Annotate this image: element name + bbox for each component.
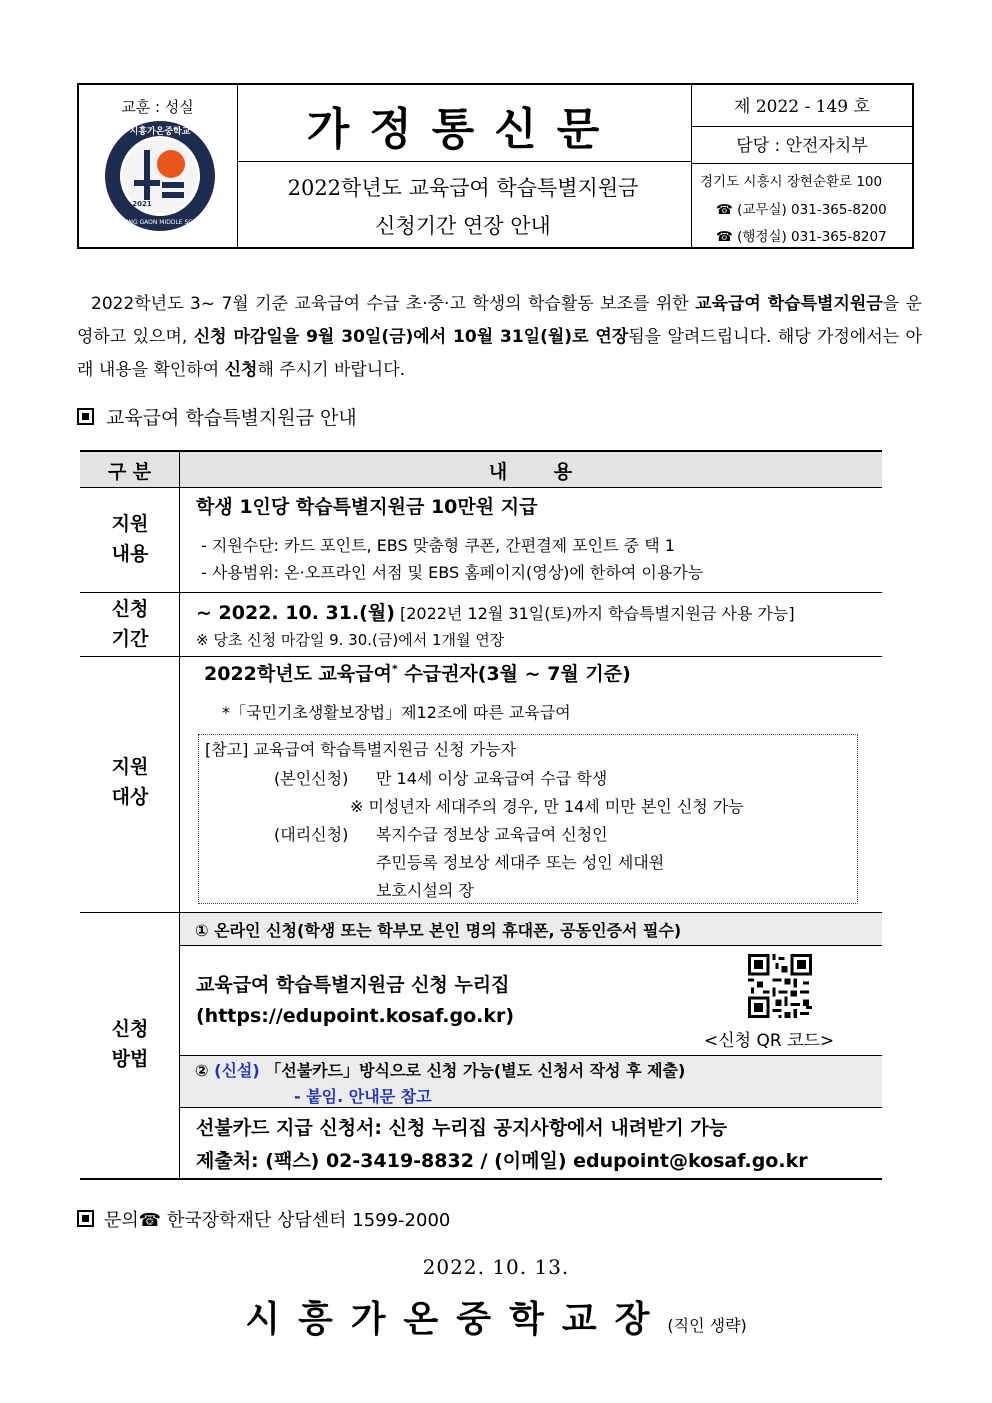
- period-deadline-note: [2022년 12월 31일(토)까지 학습특별지원금 사용 가능]: [400, 604, 795, 623]
- page-title: 가정통신문: [306, 104, 620, 155]
- site-url[interactable]: (https://edupoint.kosaf.go.kr): [196, 1005, 515, 1027]
- support-headline: 학생 1인당 학습특별지원금 10만원 지급: [196, 496, 538, 518]
- period-extension-note: ※ 당초 신청 마감일 9. 30.(금)에서 1개월 연장: [196, 631, 505, 649]
- col-content: 내 용: [488, 461, 573, 483]
- proxy-apply-3: 보호시설의 장: [376, 881, 474, 900]
- qr-code[interactable]: [748, 954, 812, 1018]
- support-item1: - 지원수단: 카드 포인트, EBS 맞춤형 쿠폰, 간편결제 포인트 중 택 1: [201, 536, 675, 555]
- col-category: 구 분: [107, 461, 152, 483]
- ref-title: [참고] 교육급여 학습특별지원금 신청 가능자: [205, 740, 517, 759]
- proxy-apply-label: (대리신청): [274, 825, 349, 844]
- prepaid-method-title: ② (신설) 「선불카드」방식으로 신청 가능(별도 신청서 작성 후 제출): [195, 1061, 686, 1080]
- period-deadline: ~ 2022. 10. 31.(월): [196, 602, 395, 624]
- school-address: 경기도 시흥시 장현순환로 100: [700, 174, 883, 190]
- subtitle-line1: 2022학년도 교육급여 학습특별지원금: [287, 176, 639, 200]
- subtitle-line2: 신청기간 연장 안내: [375, 214, 551, 238]
- self-apply-label: (본인신청): [274, 769, 349, 788]
- target-footnote: *「국민기초생활보장법」제12조에 따른 교육급여: [222, 703, 571, 722]
- qr-caption: <신청 QR 코드>: [704, 1031, 835, 1051]
- section-title: 교육급여 학습특별지원금 안내: [77, 403, 357, 430]
- label-period: 신청 기간: [111, 598, 149, 650]
- inquiry-bullet-icon: [77, 1210, 94, 1227]
- logo-ring-text: 시흥가온중학교: [129, 127, 191, 137]
- tel-admin: ☎ (행정실) 031-365-8207: [716, 229, 887, 245]
- site-name: 교육급여 학습특별지원금 신청 누리집: [196, 974, 510, 996]
- principal-name: 시흥가온중학교장: [245, 1298, 668, 1340]
- intro-paragraph: 2022학년도 3~ 7월 기준 교육급여 수급 초·중·고 학생의 학습활동 보조를 위한 교육급여 학습특별지원금을 운영하고 있으며, 신청 마감일을 9월 30일(금)에서 10월 31일(월)로 연장됨을 알려드립니다. 해당 가정에서는 아래 내용을 확인하여 신청해 주시기 바랍니다.: [77, 294, 922, 380]
- school-motto: 교훈 : 성실: [121, 98, 194, 116]
- prepaid-ref: - 붙임. 안내문 참고: [294, 1087, 432, 1106]
- label-support-content: 지원 내용: [111, 513, 149, 565]
- period-line: [196, 598, 795, 625]
- form-download-line: 선불카드 지급 신청서: 신청 누리집 공지사항에서 내려받기 가능: [196, 1117, 728, 1139]
- label-method: 신청 방법: [111, 1018, 149, 1070]
- school-logo: [104, 120, 216, 232]
- self-apply-text: 만 14세 이상 교육급여 수급 학생: [376, 769, 608, 788]
- logo-year: 2021: [132, 200, 152, 208]
- issue-date: 2022. 10. 13.: [422, 1255, 570, 1279]
- issue-number: 제 2022 - 149 호: [734, 97, 870, 117]
- logo-en-text: SIHEUNG GAON MIDDLE SCHOOL: [110, 219, 210, 226]
- seal-note: (직인 생략): [667, 1316, 747, 1335]
- tel-office: ☎ (교무실) 031-365-8200: [716, 202, 887, 218]
- self-apply-note: ※ 미성년자 세대주의 경우, 만 14세 미만 본인 신청 가능: [350, 797, 744, 816]
- signature: [0, 1291, 992, 1342]
- inquiry-line: 문의☎ 한국장학재단 상담센터 1599-2000: [77, 1206, 450, 1232]
- support-item2: - 사용범위: 온·오프라인 서점 및 EBS 홈페이지(영상)에 한하여 이용가능: [201, 563, 704, 582]
- target-headline: 2022학년도 교육급여* 수급권자(3월 ~ 7월 기준): [204, 662, 631, 685]
- proxy-apply-2: 주민등록 정보상 세대주 또는 성인 세대원: [376, 853, 665, 872]
- proxy-apply-1: 복지수급 정보상 교육급여 신청인: [376, 825, 608, 844]
- online-method-title: ① 온라인 신청(학생 또는 학부모 본인 명의 휴대폰, 공동인증서 필수): [195, 921, 682, 940]
- department: 담당 : 안전자치부: [736, 136, 868, 156]
- section-bullet-icon: [77, 408, 94, 425]
- submit-line: 제출처: (팩스) 02-3419-8832 / (이메일) edupoint@kosaf.go.kr: [196, 1150, 808, 1172]
- label-target: 지원 대상: [111, 756, 149, 808]
